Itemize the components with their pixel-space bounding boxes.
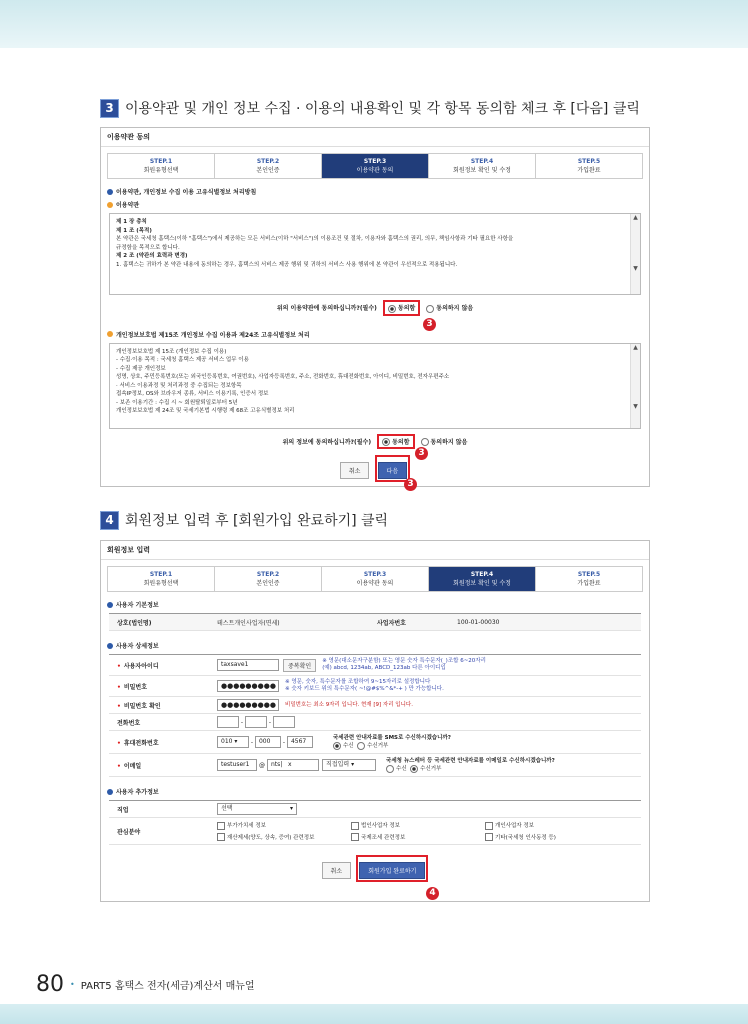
interest-checkbox[interactable]: 재산제세(양도, 상속, 증여) 관련정보 bbox=[217, 833, 351, 842]
job-select[interactable]: 선택 ▾ bbox=[217, 803, 297, 815]
page-number: 80 bbox=[36, 972, 64, 997]
sms-consent: 국세관련 안내자료를 SMS로 수신하시겠습니까? 수신 수신거부 bbox=[332, 734, 451, 750]
email-domain-select[interactable]: 직접입력 ▾ bbox=[322, 759, 376, 771]
email-consent: 국세청 뉴스레터 등 국세관련 안내자료를 이메일로 수신하시겠습니까? 수신 수신거부 bbox=[386, 757, 555, 773]
phone-input-3[interactable] bbox=[273, 716, 295, 728]
radio-icon bbox=[421, 438, 429, 446]
email-id-input[interactable]: testuser1 bbox=[217, 759, 257, 771]
bullet-icon bbox=[107, 202, 113, 208]
extra-info-title: 사용자 추가정보 bbox=[107, 787, 643, 796]
interest-label: 관심분야 bbox=[117, 828, 141, 836]
step-2: STEP.2 본인인증 bbox=[215, 154, 322, 178]
privacy-textbox[interactable]: 개인정보보호법 제 15조 (개인정보 수집 이용) - 수집·이용 목적 : 국세청 홈택스 제공 서비스 업무 이용 - 수집 제공 개인정보 성명, 상호, 주민등록번호(또는 외국인등록번호, 여권번호), 사업자등록번호, 주소, 전화번호, 휴대전화번호, 아이디, 비밀번호, 전자우편주소 · 서비스 이용과정 및 처리과정 중 수집되는 정보항목 접속IP정보, OS와 브라우저 종류, 서비스 이용기록, 인증서 정보 - 보존 이용기간 : 수집 시 ~ 회원탈퇴일로부터 5년 개인정보보호법 제 24조 및 국세기본법 시행령 제 68조 고유식별정보 처리 ▲ ▼ bbox=[109, 343, 641, 429]
top-decor-band bbox=[0, 0, 748, 48]
button-row bbox=[101, 855, 649, 882]
step-1: STEP.1 회원유형선택 bbox=[108, 154, 215, 178]
footer-text: PART5 홈택스 전자(세금)계산서 매뉴얼 bbox=[80, 981, 255, 992]
email-yes-radio[interactable]: 수신 bbox=[386, 766, 407, 772]
step-5: STEP.5 가입완료 bbox=[577, 571, 601, 587]
callout-badge: 4 bbox=[426, 887, 439, 900]
extra-info-table bbox=[109, 800, 641, 845]
phone-input-2[interactable] bbox=[245, 716, 267, 728]
email-domain-input[interactable]: nts| x bbox=[267, 759, 319, 771]
page-footer: 80 • PART5 홈택스 전자(세금)계산서 매뉴얼 bbox=[36, 972, 255, 997]
biz-name-label: 상호(법인명) bbox=[117, 619, 152, 627]
cancel-button[interactable]: 취소 bbox=[340, 462, 370, 479]
step-3-active: STEP.3 이용약관 동의 bbox=[322, 154, 429, 178]
section-privacy-title: 개인정보보호법 제15조 개인정보 수집 이용과 제24조 고유식별정보 처리 bbox=[107, 330, 643, 339]
sms-no-radio[interactable]: 수신거부 bbox=[357, 743, 388, 749]
step3-heading-text: 이용약관 및 개인 정보 수집 · 이용의 내용확인 및 각 항목 동의함 체크 후 [다음] 클릭 bbox=[125, 101, 640, 117]
button-row bbox=[101, 455, 649, 482]
terms-agreement-panel bbox=[100, 127, 650, 487]
callout-badge: 3 bbox=[423, 318, 436, 331]
bullet-icon bbox=[107, 602, 113, 608]
interest-checkboxes bbox=[217, 821, 615, 841]
radio-selected-icon bbox=[388, 305, 396, 313]
step-3: STEP.3 이용약관 동의 bbox=[322, 567, 429, 591]
email-label: 이메일 bbox=[123, 762, 142, 770]
step-indicator bbox=[107, 566, 643, 592]
section-terms-title: 이용약관 bbox=[107, 200, 643, 209]
step3-heading bbox=[100, 98, 640, 118]
duplicate-check-button[interactable]: 중복확인 bbox=[283, 659, 316, 672]
panel-title: 회원정보 입력 bbox=[101, 541, 649, 560]
step-number-badge: 4 bbox=[100, 511, 119, 530]
step-1: STEP.1 회원유형선택 bbox=[108, 567, 215, 591]
interest-checkbox[interactable]: 개인사업자 정보 bbox=[485, 821, 615, 830]
section-main-title: 이용약관, 개인정보 수집 이용 고유식별정보 처리방침 bbox=[107, 187, 643, 196]
step4-heading bbox=[100, 510, 388, 530]
user-id-input[interactable]: taxsave1 bbox=[217, 659, 279, 671]
step-4-active: STEP.4 회원정보 확인 및 수정 bbox=[429, 567, 536, 591]
biz-name-value: 테스트개인사업자(면세) bbox=[217, 619, 280, 627]
interest-checkbox[interactable]: 법인사업자 정보 bbox=[351, 821, 485, 830]
mobile-middle-input[interactable]: 000 bbox=[255, 736, 281, 748]
terms-agree-row: 위의 이용약관에 동의하십니까?(필수) 동의함 동의하지 않음 bbox=[101, 300, 649, 316]
next-button[interactable]: 다음 bbox=[378, 462, 408, 479]
pw-confirm-label: 비밀번호 확인 bbox=[123, 702, 161, 710]
password-input[interactable]: ●●●●●●●●● bbox=[217, 680, 279, 692]
id-label: 사용자아이디 bbox=[123, 662, 159, 670]
disagree-terms-radio[interactable]: 동의하지 않음 bbox=[426, 303, 473, 313]
radio-icon bbox=[357, 742, 365, 750]
radio-selected-icon bbox=[333, 742, 341, 750]
bottom-decor-band bbox=[0, 1004, 748, 1024]
mobile-last-input[interactable]: 4567 bbox=[287, 736, 313, 748]
step-4: STEP.4 회원정보 확인 및 수정 bbox=[429, 154, 536, 178]
email-no-radio[interactable]: 수신거부 bbox=[410, 766, 441, 772]
callout-badge: 3 bbox=[404, 478, 417, 491]
detail-info-title: 사용자 상세정보 bbox=[107, 641, 643, 650]
sms-yes-radio[interactable]: 수신 bbox=[333, 743, 354, 749]
interest-checkbox[interactable]: 국제조세 관련정보 bbox=[351, 833, 485, 842]
radio-selected-icon bbox=[382, 438, 390, 446]
scrollbar[interactable]: ▲ ▼ bbox=[630, 214, 640, 294]
mobile-label: 휴대전화번호 bbox=[123, 739, 159, 747]
step-5: STEP.5 가입완료 bbox=[577, 158, 601, 174]
complete-signup-button[interactable]: 회원가입 완료하기 bbox=[359, 862, 425, 879]
pw-length-note: 비밀번호는 최소 9자리 입니다. 현재 [9] 자리 입니다. bbox=[285, 701, 413, 708]
password-confirm-input[interactable]: ●●●●●●●●● bbox=[217, 699, 279, 711]
id-note: ※ 영문(대소문자구분함) 또는 영문 숫자 특수문자(_)조합 6~20자리 (예) abcd, 1234ab, ABCD_123ab 다른 아이디입 bbox=[322, 658, 486, 671]
scrollbar[interactable]: ▲ ▼ bbox=[630, 344, 640, 428]
radio-icon bbox=[386, 765, 394, 773]
step-number-badge: 3 bbox=[100, 99, 119, 118]
biz-no-value: 100-01-00030 bbox=[457, 618, 500, 626]
terms-textbox[interactable]: 제 1 장 총칙 제 1 조 (목적) 본 약관은 국세청 홈택스(이하 "홈택스")에서 제공하는 모든 서비스(이하 "서비스")의 이용조건 및 절차, 이용자와 홈택스의 권리, 의무, 책임사항과 기타 필요한 사항을 규정함을 목적으로 합니다. 제 2 조 (약관의 효력과 변경) 1. 홈택스는 귀하가 본 약관 내용에 동의하는 경우, 홈택스의 서비스 제공 행위 및 귀하의 서비스 사용 행위에 본 약관이 우선적으로 적용됩니다. ▲ ▼ bbox=[109, 213, 641, 295]
agree-privacy-radio[interactable]: 동의함 bbox=[377, 434, 414, 450]
bullet-icon bbox=[107, 789, 113, 795]
mobile-prefix-select[interactable]: 010 ▾ bbox=[217, 736, 249, 748]
interest-checkbox[interactable]: 부가가치세 정보 bbox=[217, 821, 351, 830]
step-indicator bbox=[107, 153, 643, 179]
pw-note: ※ 영문, 숫자, 특수문자를 조합하여 9~15자리로 설정합니다 ※ 숫자 키보드 위의 특수문자( ~!@#$%^&*-+ ) 만 가능합니다. bbox=[285, 679, 444, 692]
biz-no-label: 사업자번호 bbox=[377, 619, 406, 627]
step4-heading-text: 회원정보 입력 후 [회원가입 완료하기] 클릭 bbox=[125, 513, 389, 529]
job-label: 직업 bbox=[117, 806, 129, 814]
pw-label: 비밀번호 bbox=[123, 683, 148, 691]
privacy-agree-row: 위의 정보에 동의하십니까?(필수) 동의함 동의하지 않음 bbox=[101, 434, 649, 450]
basic-info-table bbox=[109, 613, 641, 631]
cancel-button[interactable]: 취소 bbox=[322, 862, 352, 879]
callout-badge: 3 bbox=[415, 447, 428, 460]
agree-terms-radio[interactable]: 동의함 bbox=[383, 300, 420, 316]
detail-info-table: • 사용자아이디 taxsave1 중복확인 ※ 영문(대소문자구분함) 또는 영문 숫자 특수문자(_)조합 6~20자리 (예) abcd, 1234ab, ABCD_123ab 다른 아이디입 • 비밀번호 ●●●●●●●●● ※ 영문, 숫자, 특수문자를 조합하여 9~15자리로 설정합니다 ※ 숫자 키보드 위의 특수문자( ~!@#$%^&*-+ ) 만 가능합니다. • 비밀번호 확인 ●●●●●●●●● 비밀번호는 최소 9자리 입니다. 현재 [9] 자리 입니다. 전화번호 - - • 휴대전화번호 010 ▾ - 000 - 4567 국세관련 안내자료를 SMS로 수신하시겠습니까? 수신 수신거부 • 이메일 testuser1 @ nts| x 직접입력 ▾ 국세청 뉴스레터 등 국세관련 안내자료를 이메일로 수신하시겠습니까? 수신 수신거부 bbox=[109, 654, 641, 777]
bullet-icon bbox=[107, 189, 113, 195]
bullet-icon bbox=[107, 643, 113, 649]
bullet-icon bbox=[107, 331, 113, 337]
disagree-privacy-radio[interactable]: 동의하지 않음 bbox=[421, 437, 468, 447]
step-2: STEP.2 본인인증 bbox=[215, 567, 322, 591]
member-info-panel bbox=[100, 540, 650, 902]
interest-checkbox[interactable]: 기타(국세청 인사동정 등) bbox=[485, 833, 615, 842]
phone-label: 전화번호 bbox=[117, 719, 141, 727]
radio-icon bbox=[426, 305, 434, 313]
panel-title: 이용약관 동의 bbox=[101, 128, 649, 147]
radio-selected-icon bbox=[410, 765, 418, 773]
phone-input-1[interactable] bbox=[217, 716, 239, 728]
basic-info-title: 사용자 기본정보 bbox=[107, 600, 643, 609]
